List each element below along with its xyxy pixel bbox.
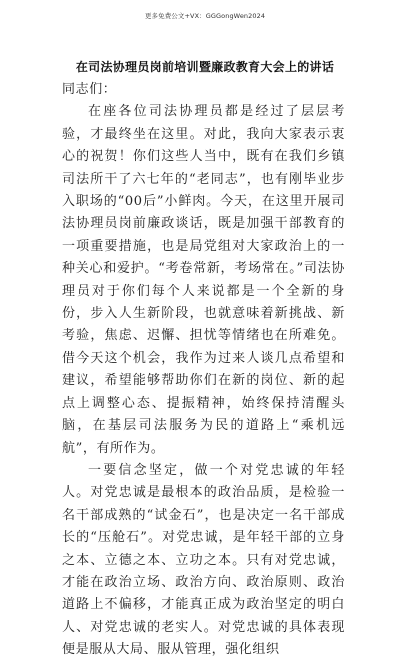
paragraph-intro: 在座各位司法协理员都是经过了层层考验，才最终坐在这里。对此，我向大家表示衷心的祝贺！你们这些人当中，既有在我们乡镇司法所干了六七年的“老同志”，也有刚毕业步入职场的“00后”小鲜肉。今天，在这里开展司法协理员岗前廉政谈话，既是加强干部教育的一项重要措施，也是局党组对大家政治上的一种关心和爱护。“考卷常新，考场常在。”司法协理员对于你们每个人来说都是一个全新的身份，步入人生新阶段，也就意味着新挑战、新考验，焦虑、迟懈、担忧等情绪也在所难免。借今天这个机会，我作为过来人谈几点希望和建议，希望能够帮助你们在新的岗位、新的起点上调整心态、提振精神，始终保持清醒头脑，在基层司法服务为民的道路上“乘机远航”，有所作为。 [62,104,345,456]
salutation: 同志们： [62,82,117,97]
document-body [62,79,345,662]
document-title: 在司法协理员岗前培训暨廉政教育大会上的讲话 [75,60,335,74]
header-note: 更多免费公文+VX：GGGongWen2024 [144,12,266,20]
paragraph-loyalty: 一要信念坚定，做一个对党忠诚的年轻人。对党忠诚是最根本的政治品质，是检验一名干部成熟的“试金石”，也是决定一名干部成长的“压舱石”。对党忠诚，是年轻干部的立身之本、立德之本、立功之本。只有对党忠诚，才能在政治立场、政治方向、政治原则、政治道路上不偏移，才能真正成为政治坚定的明白人、对党忠诚的老实人。对党忠诚的具体表现便是服从大局、服从管理，强化组织 [62,462,345,658]
